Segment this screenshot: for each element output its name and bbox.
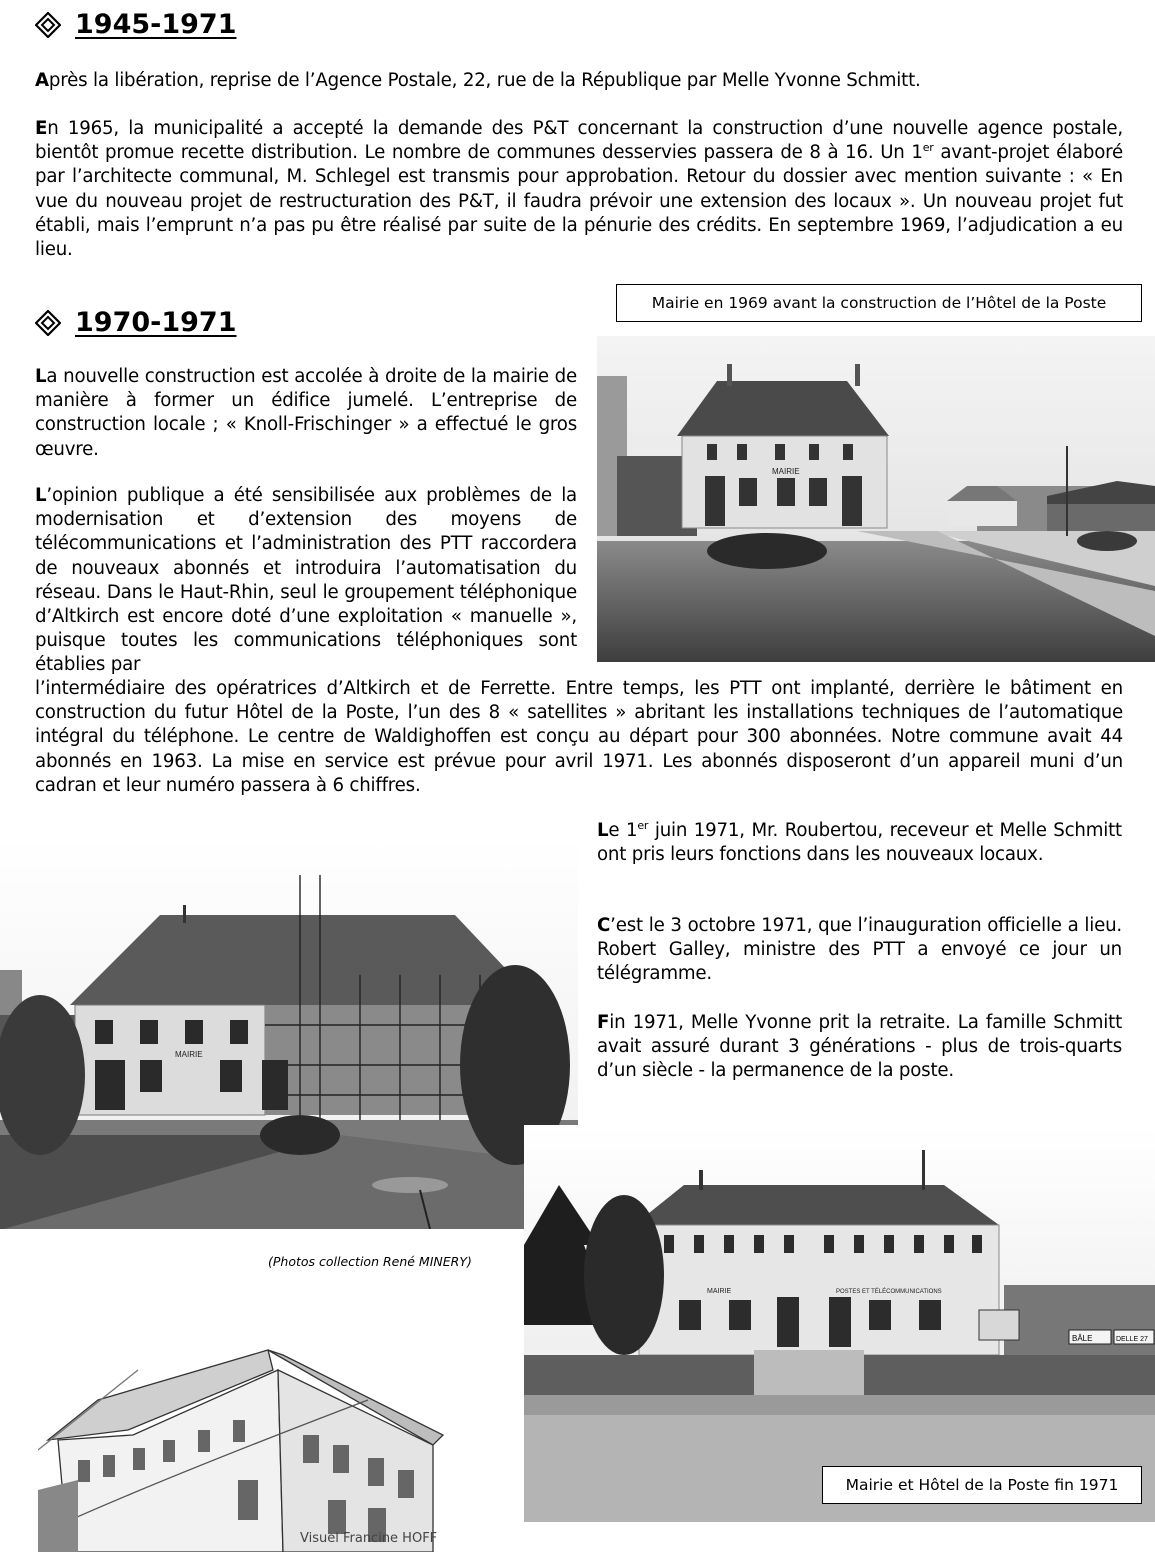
- sketch-illustration: [38, 1330, 468, 1552]
- drop-cap: L: [597, 820, 609, 841]
- visual-credit: Visuel Francine HOFF: [300, 1531, 438, 1546]
- drop-cap: A: [35, 70, 49, 91]
- paragraph-construction: [35, 365, 577, 462]
- paragraph-fin-1971: [597, 1011, 1122, 1084]
- paragraph-text: ’opinion publique a été sensibilisée aux problèmes de la modernisation et d’extension des moyens de télécommunications et l’administration des PTT raccordera de nouveaux abonnés et introduira l’automatisation du réseau. Dans le Haut-Rhin, seul le groupement téléphonique d’Altkirch est encore doté d’une exploitation « manuelle », puisque toutes les communications téléphoniques sont établies par: [35, 485, 577, 676]
- paragraph-text: n 1965, la municipalité a accepté la demande des P&T concernant la construction d’une nouvelle agence postale, bientôt promue recette distribution. Le nombre de communes desservies passera de 8 à 16. Un 1: [35, 118, 1123, 164]
- paragraph-opinion: [35, 484, 577, 678]
- photo-mairie-poste-1971: [524, 1125, 1155, 1522]
- building-sign: MAIRIE: [772, 467, 800, 476]
- paragraph-text: avant-projet élaboré par l’architecte communal, M. Schlegel est transmis pour approbation. Retour du dossier avec mention suivante : « En vue du nouveau projet de restructuration des P&T, il faudra prévoir une extension des locaux ». Un nouveau projet fut établi, mais l’emprunt n’a pas pu être réalisé par suite de la pénurie des crédits. En septembre 1969, l’adjudication a eu lieu.: [35, 142, 1123, 261]
- section-title: 1945-1971: [75, 9, 237, 40]
- photo-caption: Mairie en 1969 avant la construction de l’Hôtel de la Poste: [616, 284, 1142, 322]
- paragraph-text: a nouvelle construction est accolée à droite de la mairie de manière à former un édifice jumelé. L’entreprise de construction locale ; « Knoll-Frischinger » a effectué le gros œuvre.: [35, 366, 577, 460]
- paragraph-text: ’est le 3 octobre 1971, que l’inauguration officielle a lieu. Robert Galley, ministre des PTT a envoyé ce jour un télégramme.: [597, 915, 1122, 985]
- diamond-bullet-icon: [35, 12, 61, 38]
- drop-cap: L: [35, 366, 47, 387]
- section-heading-1945: [35, 8, 237, 42]
- photo-credit: (Photos collection René MINERY): [268, 1254, 472, 1269]
- section-title: 1970-1971: [75, 307, 237, 338]
- paragraph-juin-1971: [597, 819, 1122, 867]
- drop-cap: C: [597, 915, 611, 936]
- road-sign-text: BÂLE: [1072, 1334, 1093, 1343]
- superscript: er: [637, 818, 649, 832]
- building-sign: POSTES ET TÉLÉCOMMUNICATIONS: [836, 1289, 942, 1295]
- section-heading-1970: [35, 306, 237, 340]
- paragraph-text: près la libération, reprise de l’Agence Postale, 22, rue de la République par Melle Yvonne Schmitt.: [48, 70, 921, 91]
- paragraph-liberation: [35, 69, 1125, 93]
- building-sign: MAIRIE: [175, 1050, 203, 1059]
- drop-cap: F: [597, 1012, 610, 1033]
- superscript: er: [922, 141, 934, 155]
- drop-cap: L: [35, 485, 47, 506]
- diamond-bullet-icon: [35, 310, 61, 336]
- paragraph-text: l’intermédiaire des opératrices d’Altkirch et de Ferrette. Entre temps, les PTT ont implanté, derrière le bâtiment en construction du futur Hôtel de la Poste, l’un des 8 « satellites » abritant les installations techniques de l’automatique intégral du téléphone. Le centre de Waldighoffen est conçu au départ pour 300 abonnées. Notre commune avait 44 abonnés en 1963. La mise en service est prévue pour avril 1971. Les abonnés disposeront d’un appareil muni d’un cadran et leur numéro passera à 6 chiffres.: [35, 678, 1123, 796]
- paragraph-opinion-continued: [35, 677, 1123, 798]
- photo-caption: Mairie et Hôtel de la Poste fin 1971: [822, 1466, 1142, 1504]
- paragraph-text: juin 1971, Mr. Roubertou, receveur et Melle Schmitt ont pris leurs fonctions dans les nouveaux locaux.: [597, 820, 1122, 866]
- paragraph-1965: [35, 117, 1123, 262]
- photo-construction-1970: [0, 835, 578, 1229]
- building-sign: MAIRIE: [707, 1288, 732, 1295]
- paragraph-text: in 1971, Melle Yvonne prit la retraite. La famille Schmitt avait assuré durant 3 générations - plus de trois-quarts d’un siècle - la permanence de la poste.: [597, 1012, 1122, 1082]
- paragraph-inauguration: [597, 914, 1122, 987]
- photo-mairie-1969: [597, 336, 1155, 662]
- paragraph-text: e 1: [608, 820, 638, 841]
- road-sign-text: DELLE 27: [1116, 1336, 1148, 1343]
- drop-cap: E: [35, 118, 48, 139]
